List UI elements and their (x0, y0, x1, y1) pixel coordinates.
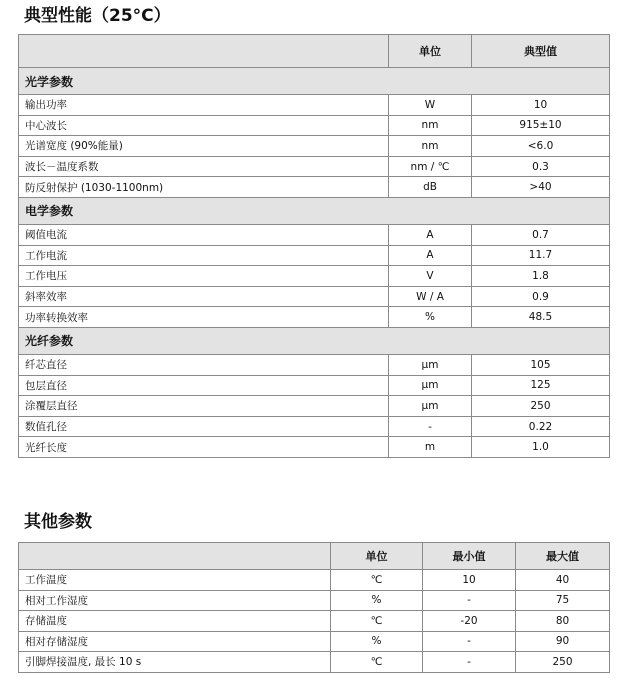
value-cell: 0.7 (472, 224, 610, 245)
header-parameter (19, 543, 331, 570)
table-row (19, 95, 610, 116)
unit-cell: m (389, 437, 472, 458)
value-cell: 1.8 (472, 266, 610, 287)
table-row (19, 354, 610, 375)
value-cell: 10 (472, 95, 610, 116)
table-row (19, 590, 610, 611)
section-row-electrical (19, 197, 610, 224)
unit-cell: ℃ (331, 570, 423, 591)
section-title: 光纤参数 (19, 327, 610, 354)
param-cell: 阈值电流 (19, 224, 389, 245)
header-parameter (19, 35, 389, 68)
param-cell: 光谱宽度 (90%能量) (19, 136, 389, 157)
min-cell: - (423, 652, 516, 673)
section-row-fiber (19, 327, 610, 354)
typical-performance-title: 典型性能（25°C） (24, 6, 171, 26)
table-row (19, 375, 610, 396)
unit-cell: % (389, 307, 472, 328)
param-cell: 工作温度 (19, 570, 331, 591)
header-unit: 单位 (331, 543, 423, 570)
param-cell: 相对工作湿度 (19, 590, 331, 611)
param-cell: 斜率效率 (19, 286, 389, 307)
section-title: 光学参数 (19, 68, 610, 95)
table-row (19, 115, 610, 136)
table-row (19, 224, 610, 245)
table-row (19, 611, 610, 632)
other-parameters-table (18, 542, 610, 673)
param-cell: 功率转换效率 (19, 307, 389, 328)
table-row (19, 416, 610, 437)
unit-cell: nm (389, 136, 472, 157)
min-cell: - (423, 631, 516, 652)
value-cell: 0.3 (472, 156, 610, 177)
value-cell: 1.0 (472, 437, 610, 458)
value-cell: 0.9 (472, 286, 610, 307)
other-parameters-title: 其他参数 (24, 512, 92, 532)
unit-cell: A (389, 224, 472, 245)
param-cell: 包层直径 (19, 375, 389, 396)
typical-performance-table (18, 34, 610, 458)
header-min: 最小值 (423, 543, 516, 570)
unit-cell: dB (389, 177, 472, 198)
min-cell: - (423, 590, 516, 611)
unit-cell: ℃ (331, 652, 423, 673)
unit-cell: W (389, 95, 472, 116)
unit-cell: % (331, 590, 423, 611)
value-cell: 0.22 (472, 416, 610, 437)
header-unit: 单位 (389, 35, 472, 68)
table-row (19, 266, 610, 287)
header-typical: 典型值 (472, 35, 610, 68)
unit-cell: μm (389, 375, 472, 396)
max-cell: 40 (516, 570, 610, 591)
value-cell: 48.5 (472, 307, 610, 328)
param-cell: 中心波长 (19, 115, 389, 136)
header-max: 最大值 (516, 543, 610, 570)
unit-cell: A (389, 245, 472, 266)
table-header-row (19, 543, 610, 570)
value-cell: 105 (472, 354, 610, 375)
param-cell: 存储温度 (19, 611, 331, 632)
table-row (19, 396, 610, 417)
value-cell: <6.0 (472, 136, 610, 157)
value-cell: >40 (472, 177, 610, 198)
param-cell: 工作电压 (19, 266, 389, 287)
section-row-optical (19, 68, 610, 95)
max-cell: 90 (516, 631, 610, 652)
table-row (19, 437, 610, 458)
unit-cell: nm (389, 115, 472, 136)
unit-cell: μm (389, 396, 472, 417)
value-cell: 11.7 (472, 245, 610, 266)
table-row (19, 156, 610, 177)
unit-cell: μm (389, 354, 472, 375)
param-cell: 纤芯直径 (19, 354, 389, 375)
table-row (19, 652, 610, 673)
table-row (19, 245, 610, 266)
param-cell: 相对存储湿度 (19, 631, 331, 652)
value-cell: 915±10 (472, 115, 610, 136)
table-row (19, 286, 610, 307)
max-cell: 75 (516, 590, 610, 611)
unit-cell: W / A (389, 286, 472, 307)
section-title: 电学参数 (19, 197, 610, 224)
table-row (19, 177, 610, 198)
table-row (19, 631, 610, 652)
param-cell: 引脚焊接温度, 最长 10 s (19, 652, 331, 673)
param-cell: 光纤长度 (19, 437, 389, 458)
value-cell: 125 (472, 375, 610, 396)
min-cell: 10 (423, 570, 516, 591)
min-cell: -20 (423, 611, 516, 632)
unit-cell: - (389, 416, 472, 437)
table-row (19, 136, 610, 157)
param-cell: 数值孔径 (19, 416, 389, 437)
param-cell: 波长－温度系数 (19, 156, 389, 177)
param-cell: 防反射保护 (1030-1100nm) (19, 177, 389, 198)
max-cell: 250 (516, 652, 610, 673)
value-cell: 250 (472, 396, 610, 417)
param-cell: 涂覆层直径 (19, 396, 389, 417)
table-header-row (19, 35, 610, 68)
param-cell: 工作电流 (19, 245, 389, 266)
unit-cell: V (389, 266, 472, 287)
table-row (19, 307, 610, 328)
table-row (19, 570, 610, 591)
unit-cell: ℃ (331, 611, 423, 632)
max-cell: 80 (516, 611, 610, 632)
param-cell: 输出功率 (19, 95, 389, 116)
unit-cell: % (331, 631, 423, 652)
unit-cell: nm / ℃ (389, 156, 472, 177)
